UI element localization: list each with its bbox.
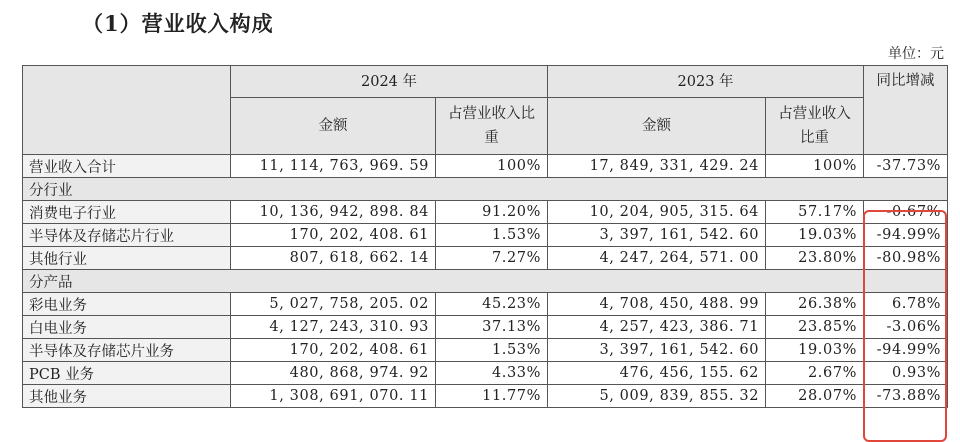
header-amount-2023: 金额 xyxy=(548,98,766,155)
share-2023: 2.67% xyxy=(766,362,864,385)
row-label: 白电业务 xyxy=(23,316,231,339)
amount-2023: 4, 257, 423, 386. 71 xyxy=(548,316,766,339)
amount-2024: 170, 202, 408. 61 xyxy=(231,339,436,362)
amount-2023: 3, 397, 161, 542. 60 xyxy=(548,339,766,362)
amount-2023: 10, 204, 905, 315. 64 xyxy=(548,201,766,224)
header-corner xyxy=(23,66,231,155)
row-label: PCB 业务 xyxy=(23,362,231,385)
amount-2023: 3, 397, 161, 542. 60 xyxy=(548,224,766,247)
share-2023: 23.80% xyxy=(766,247,864,270)
row-label: 半导体及存储芯片业务 xyxy=(23,339,231,362)
row-label: 彩电业务 xyxy=(23,293,231,316)
table-row xyxy=(23,247,948,270)
share-2023: 100% xyxy=(766,155,864,178)
row-label: 半导体及存储芯片行业 xyxy=(23,224,231,247)
category-label: 分产品 xyxy=(23,270,948,293)
share-2024: 1.53% xyxy=(436,339,548,362)
header-yoy: 同比增减 xyxy=(864,66,948,155)
unit-label: 单位：元 xyxy=(888,46,944,62)
row-label: 消费电子行业 xyxy=(23,201,231,224)
share-2024: 1.53% xyxy=(436,224,548,247)
amount-2024: 10, 136, 942, 898. 84 xyxy=(231,201,436,224)
yoy-change: -94.99% xyxy=(864,339,948,362)
yoy-change: -0.67% xyxy=(864,201,948,224)
share-2023: 19.03% xyxy=(766,339,864,362)
share-2024: 45.23% xyxy=(436,293,548,316)
yoy-change: -37.73% xyxy=(864,155,948,178)
amount-2023: 5, 009, 839, 855. 32 xyxy=(548,385,766,408)
amount-2023: 476, 456, 155. 62 xyxy=(548,362,766,385)
share-2023: 57.17% xyxy=(766,201,864,224)
header-year-2024: 2024 年 xyxy=(231,66,548,98)
share-2023: 19.03% xyxy=(766,224,864,247)
table-row xyxy=(23,339,948,362)
category-row-product xyxy=(23,270,948,293)
yoy-change: 0.93% xyxy=(864,362,948,385)
amount-2023: 4, 247, 264, 571. 00 xyxy=(548,247,766,270)
share-2023: 28.07% xyxy=(766,385,864,408)
yoy-change: -94.99% xyxy=(864,224,948,247)
amount-2024: 11, 114, 763, 969. 59 xyxy=(231,155,436,178)
share-2024: 37.13% xyxy=(436,316,548,339)
row-label: 其他行业 xyxy=(23,247,231,270)
revenue-composition-table xyxy=(22,65,948,408)
share-2023: 26.38% xyxy=(766,293,864,316)
row-label: 营业收入合计 xyxy=(23,155,231,178)
category-row-industry xyxy=(23,178,948,201)
table-row xyxy=(23,293,948,316)
table-row xyxy=(23,316,948,339)
amount-2024: 807, 618, 662. 14 xyxy=(231,247,436,270)
amount-2024: 4, 127, 243, 310. 93 xyxy=(231,316,436,339)
table-row xyxy=(23,201,948,224)
share-2023: 23.85% xyxy=(766,316,864,339)
share-2024: 91.20% xyxy=(436,201,548,224)
total-row xyxy=(23,155,948,178)
table-row xyxy=(23,385,948,408)
amount-2023: 17, 849, 331, 429. 24 xyxy=(548,155,766,178)
yoy-change: -3.06% xyxy=(864,316,948,339)
amount-2024: 480, 868, 974. 92 xyxy=(231,362,436,385)
header-year-2023: 2023 年 xyxy=(548,66,864,98)
header-share-2024: 占营业收入比重 xyxy=(436,98,548,155)
header-share-2023: 占营业收入比重 xyxy=(766,98,864,155)
section-title: （1）营业收入构成 xyxy=(82,11,274,36)
amount-2023: 4, 708, 450, 488. 99 xyxy=(548,293,766,316)
row-label: 其他业务 xyxy=(23,385,231,408)
amount-2024: 170, 202, 408. 61 xyxy=(231,224,436,247)
yoy-change: 6.78% xyxy=(864,293,948,316)
amount-2024: 5, 027, 758, 205. 02 xyxy=(231,293,436,316)
table-row xyxy=(23,224,948,247)
header-amount-2024: 金额 xyxy=(231,98,436,155)
category-label: 分行业 xyxy=(23,178,948,201)
share-2024: 100% xyxy=(436,155,548,178)
header-row-years xyxy=(23,66,948,98)
share-2024: 7.27% xyxy=(436,247,548,270)
share-2024: 4.33% xyxy=(436,362,548,385)
table-row xyxy=(23,362,948,385)
yoy-change: -80.98% xyxy=(864,247,948,270)
yoy-change: -73.88% xyxy=(864,385,948,408)
share-2024: 11.77% xyxy=(436,385,548,408)
amount-2024: 1, 308, 691, 070. 11 xyxy=(231,385,436,408)
